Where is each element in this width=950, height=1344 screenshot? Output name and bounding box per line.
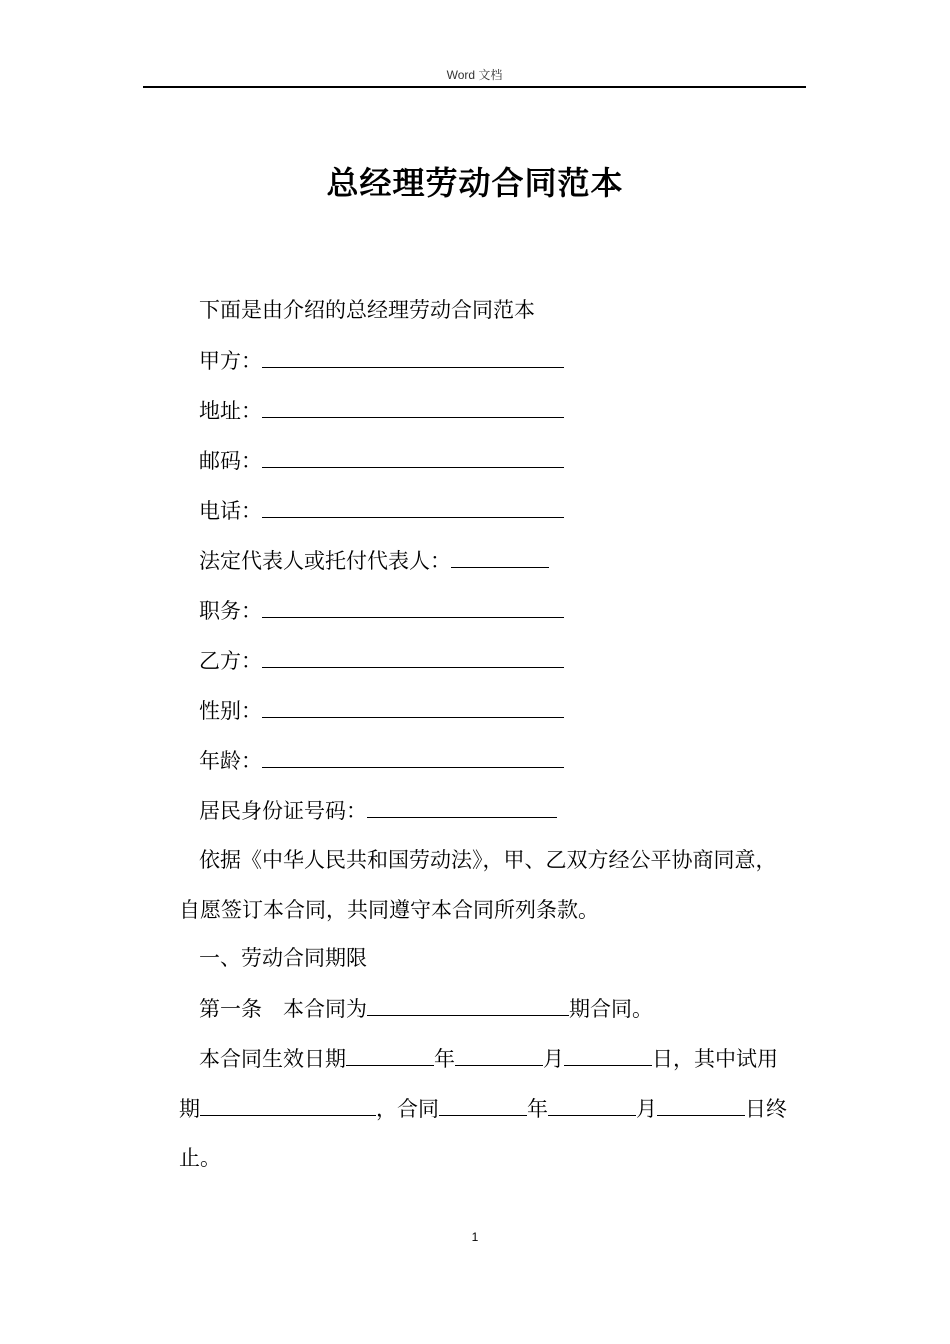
intro-line: 下面是由介绍的总经理劳动合同范本 [199,298,535,322]
fill-blank[interactable] [262,445,564,468]
basis-line-1: 依据《中华人民共和国劳动法》，甲、乙双方经公平协商同意， [199,848,777,872]
text-segment: 日终 [745,1097,787,1121]
fill-blank[interactable] [262,645,564,668]
effective-line-2 [179,1093,787,1123]
page-header [143,66,806,88]
fill-blank[interactable] [548,1093,636,1116]
fill-blank[interactable] [451,545,549,568]
fill-blank[interactable] [262,745,564,768]
field-label: 甲方： [199,349,262,373]
field-representative [199,545,549,575]
section-heading: 一、劳动合同期限 [199,946,367,970]
fill-blank[interactable] [455,1043,543,1066]
fill-blank[interactable] [564,1043,652,1066]
fill-blank[interactable] [262,595,564,618]
basis-line-2: 自愿签订本合同，共同遵守本合同所列条款。 [179,898,599,922]
field-label: 法定代表人或托付代表人： [199,549,451,573]
field-label: 职务： [199,599,262,623]
fill-blank[interactable] [657,1093,745,1116]
field-label: 居民身份证号码： [199,799,367,823]
field-party-b [199,645,564,675]
field-label: 乙方： [199,649,262,673]
field-label: 电话： [199,499,262,523]
field-position [199,595,564,625]
fill-blank[interactable] [262,495,564,518]
field-phone [199,495,564,525]
text-segment: 本合同生效日期 [199,1047,346,1071]
field-id-number [199,795,557,825]
field-gender [199,695,564,725]
fill-blank[interactable] [439,1093,527,1116]
text-segment: 年 [527,1097,548,1121]
field-label: 邮码： [199,449,262,473]
text-segment: ，合同 [376,1097,439,1121]
field-age [199,745,564,775]
field-postcode [199,445,564,475]
text-segment: 月 [543,1047,564,1071]
header-text: Word 文档 [446,68,503,82]
text-segment: 期 [179,1097,200,1121]
article-suffix: 期合同。 [569,997,653,1021]
page-number: 1 [471,1230,479,1244]
fill-blank[interactable] [367,993,569,1016]
header-rule [143,86,806,88]
article-1-line [199,993,653,1023]
fill-blank[interactable] [262,695,564,718]
text-segment: 年 [434,1047,455,1071]
effective-line-1 [199,1043,778,1073]
text-segment: 日，其中试用 [652,1047,778,1071]
text-segment: 月 [636,1097,657,1121]
field-label: 性别： [199,699,262,723]
field-label: 地址： [199,399,262,423]
fill-blank[interactable] [200,1093,376,1116]
fill-blank[interactable] [262,345,564,368]
document-title: 总经理劳动合同范本 [326,164,624,202]
field-address [199,395,564,425]
fill-blank[interactable] [367,795,557,818]
field-party-a [199,345,564,375]
article-prefix: 第一条 本合同为 [199,997,367,1021]
fill-blank[interactable] [346,1043,434,1066]
fill-blank[interactable] [262,395,564,418]
field-label: 年龄： [199,749,262,773]
effective-line-3: 止。 [179,1146,221,1170]
